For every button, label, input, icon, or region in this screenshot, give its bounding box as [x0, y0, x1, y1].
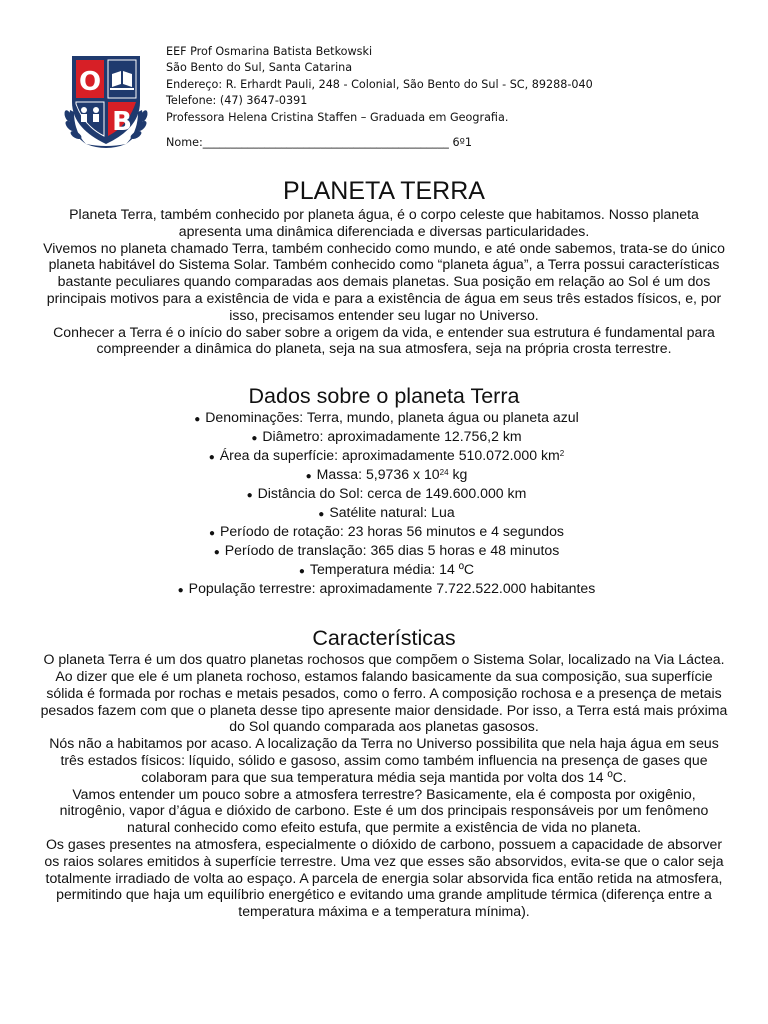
characteristics-paragraph-1: O planeta Terra é um dos quatro planetas rochosos que compõem o Sistema Solar, localizado na Via Láctea. Ao dizer que ele é um planeta rochoso, estamos falando basicamente da sua composição, sua superfície sólida é formada por rochas e metais pesados, como o ferro. A composição rochosa e a presença de metais pesados fazem com que o planeta desse tipo apresente maior densidade. Por isso, a Terra está mais próxima do Sol quando comparada aos planetas gasosos.: [40, 651, 728, 735]
characteristics-paragraph-2: Nós não a habitamos por acaso. A localização da Terra no Universo possibilita que nela haja água em seus três estados físicos: líquido, sólido e gasoso, assim como também influencia na presença de gases que colaboram para que sua temperatura média seja mantida por volta dos 14 ºC.: [49, 735, 719, 785]
bullet-icon: ●: [194, 414, 201, 426]
fact-text: Distância do Sol: cerca de 149.600.000 km: [257, 485, 527, 502]
facts-heading: Dados sobre o planeta Terra: [248, 384, 520, 409]
fact-text: Massa: 5,9736 x 10: [316, 466, 440, 483]
bullet-icon: ●: [318, 509, 325, 521]
fact-item: [40, 561, 728, 580]
school-info: [166, 44, 726, 126]
fact-text: Denominações: Terra, mundo, planeta água ou planeta azul: [205, 409, 579, 426]
logo-letter-o: O: [78, 67, 102, 97]
fact-item: [40, 485, 728, 504]
fact-text: Temperatura média: 14 ºC: [309, 561, 475, 578]
bullet-icon: ●: [177, 585, 184, 597]
bullet-icon: ●: [251, 433, 258, 445]
page-title: PLANETA TERRA: [283, 177, 485, 205]
intro-paragraph-1: Planeta Terra, também conhecido por planeta água, é o corpo celeste que habitamos. Nosso planeta apresenta uma dinâmica diferenciada e diversas particularidades.: [69, 206, 699, 239]
teacher-name: Professora Helena Cristina Staffen – Graduada em Geografia.: [166, 110, 509, 124]
document-body: [40, 176, 728, 920]
area-superscript: 2: [559, 449, 565, 459]
mass-superscript: 24: [439, 468, 449, 478]
bullet-icon: ●: [208, 452, 215, 464]
fact-item: [40, 447, 728, 466]
bullet-icon: ●: [305, 471, 312, 483]
intro-paragraph-3: Conhecer a Terra é o início do saber sobre a origem da vida, e entender sua estrutura é fundamental para compreender a dinâmica do planeta, seja na sua atmosfera, seja na própria crosta terrestre.: [53, 323, 715, 357]
facts-list: [40, 409, 728, 599]
fact-item: [40, 523, 728, 542]
school-address: Endereço: R. Erhardt Pauli, 248 - Colonial, São Bento do Sul - SC, 89288-040: [166, 77, 593, 91]
school-name: EEF Prof Osmarina Batista Betkowski: [166, 45, 373, 58]
bullet-icon: ●: [246, 490, 253, 502]
characteristics-paragraph-4: Os gases presentes na atmosfera, especialmente o dióxido de carbono, possuem a capacidade de absorver os raios solares emitidos à superfície terrestre. Uma vez que esses são absorvidos, evita-se que o calor seja totalmente irradiado de volta ao espaço. A parcela de energia solar absorvida fica então retida na atmosfera, permitindo que haja um equilíbrio energético e evitando uma grande amplitude térmica (diferença entre a temperatura máxima e a temperatura mínima).: [44, 835, 724, 920]
fact-item: [40, 409, 728, 428]
intro-paragraph-2: Vivemos no planeta chamado Terra, também conhecido como mundo, e até onde sabemos, trata-se do único planeta habitável do Sistema Solar. Também conhecido como “planeta água”, a Terra possui características bastante peculiares quando comparadas aos demais planetas. Sua posição em relação ao Sol é um dos principais motivos para a existência de vida e para a existência de água em seus três estados físicos, e, por isso, precisamos entender seu lugar no Universo.: [43, 239, 725, 323]
fact-item: [40, 466, 728, 485]
characteristics-heading: Características: [312, 626, 456, 651]
school-crest-logo: [56, 52, 156, 152]
fact-text: Período de rotação: 23 horas 56 minutos e 4 segundos: [220, 523, 564, 540]
fact-text: Satélite natural: Lua: [329, 504, 455, 521]
bullet-icon: ●: [208, 528, 216, 540]
logo-letter-b: B: [112, 107, 132, 137]
fact-item: [40, 542, 728, 561]
student-name-field: Nome:____________________________________________ 6º1: [166, 136, 472, 149]
mass-unit: kg: [448, 466, 468, 483]
fact-text: Período de translação: 365 dias 5 horas e 48 minutos: [224, 542, 560, 559]
fact-text: Área da superfície: aproximadamente 510.072.000 km: [219, 447, 560, 464]
bullet-icon: ●: [213, 547, 220, 559]
fact-item: [40, 580, 728, 599]
bullet-icon: ●: [298, 566, 305, 578]
fact-text: Diâmetro: aproximadamente 12.756,2 km: [262, 428, 522, 445]
school-city: São Bento do Sul, Santa Catarina: [166, 61, 353, 75]
fact-text: População terrestre: aproximadamente 7.722.522.000 habitantes: [188, 580, 596, 597]
fact-item: [40, 428, 728, 447]
fact-item: [40, 504, 728, 523]
characteristics-paragraph-3: Vamos entender um pouco sobre a atmosfera terrestre? Basicamente, ela é composta por oxigênio, nitrogênio, vapor d’água e dióxido de carbono. Este é um dos principais responsáveis por um fenômeno natural conhecido como efeito estufa, que permite a existência de vida no planeta.: [59, 785, 709, 836]
school-phone: Telefone: (47) 3647-0391: [166, 94, 308, 108]
